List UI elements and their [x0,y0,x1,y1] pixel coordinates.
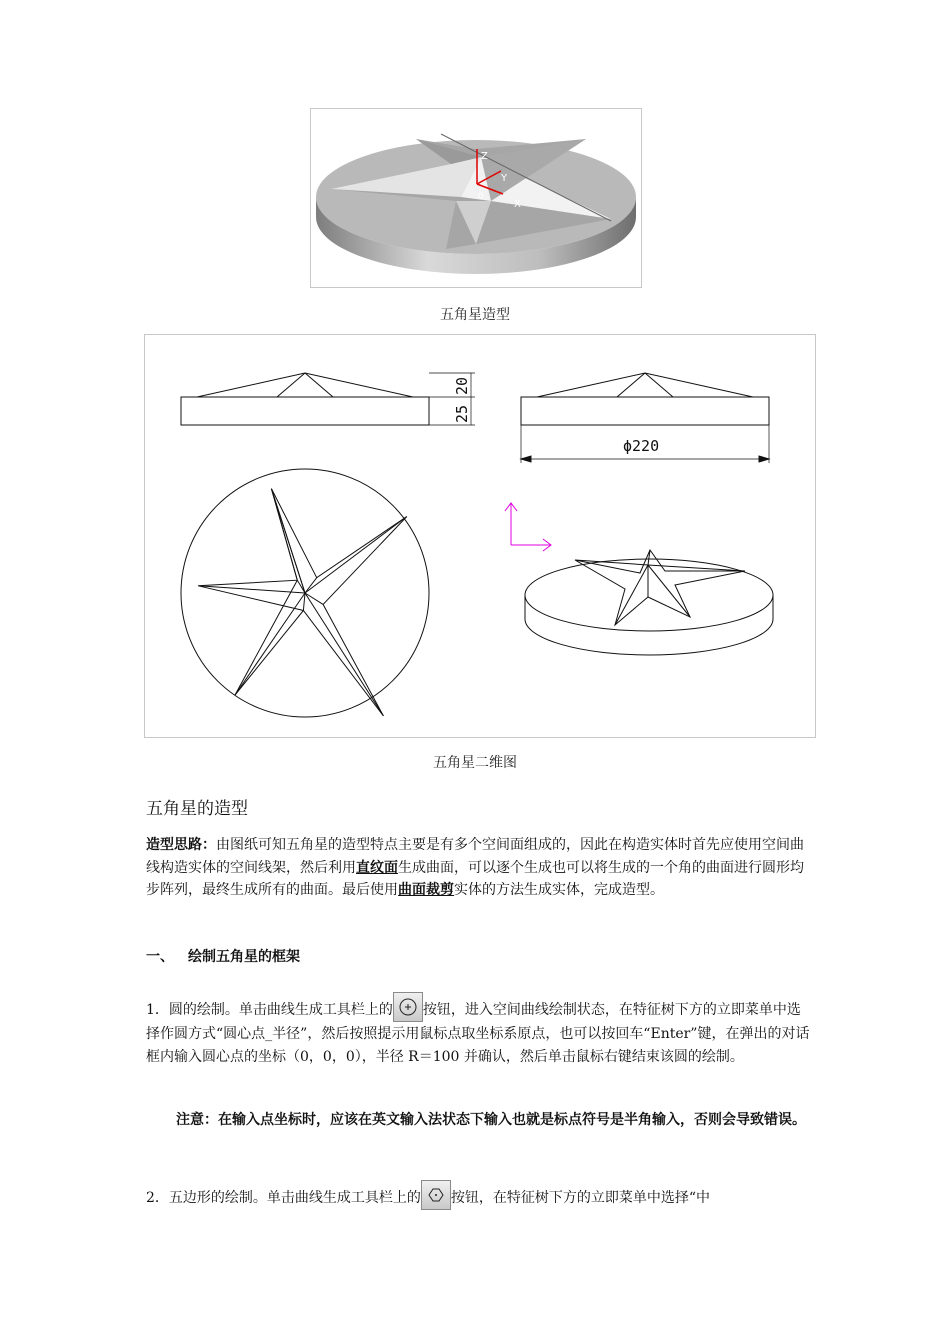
side-view [521,373,769,463]
note-paragraph [146,1106,836,1135]
step1-text-2: 按钮，进入空间曲线绘制状态，在特征树下方的立即菜单中选择作圆方式“圆心点_半径”，然后按照提示用鼠标点取坐标系原点，也可以按回车“Enter”键，在弹出的对话框内输入圆心点的坐标（0，0，0），半径 R＝100 并确认，然后单击鼠标右键结束该圆的绘制。 [146,1002,810,1065]
circle-center-icon [397,996,419,1018]
front-view [181,373,475,425]
star-3d-figure [310,108,642,288]
intro-text-2: 生成曲面，可以逐个生成也可以将生成的一个角的曲面进行圆形均步阵列，最终生成所有的曲面。最后使用 [146,859,804,898]
step1-paragraph [146,992,814,1070]
section-title: 五角星的造型 [146,799,248,819]
intro-paragraph [146,834,814,902]
fig1-caption: 五角星造型 [440,307,510,323]
axis-label-y: Y [501,173,508,184]
dim-20: 20 [453,376,471,395]
polygon-icon [425,1184,447,1206]
polygon-tool-button[interactable] [421,1180,451,1210]
star-2d-drawing [144,334,816,738]
axis-label-x: X [514,199,521,210]
step2-text-2: 按钮，在特征树下方的立即菜单中选择“中 [450,1190,711,1206]
intro-text-1: 由图纸可知五角星的造型特点主要是有多个空间面组成的，因此在构造实体时首先应使用空间曲线构造实体的空间线架，然后利用 [146,837,804,876]
step-title: 绘制五角星的框架 [188,949,300,965]
dim-25: 25 [453,404,471,423]
axis-label-z: Z [481,151,488,162]
step2-text-1: 2．五边形的绘制。单击曲线生成工具栏上的 [146,1190,421,1206]
step2-paragraph [146,1180,814,1210]
step-header [146,946,300,966]
link-ruled-surface[interactable]: 直纹面 [356,859,398,876]
note-text: 注意：在输入点坐标时，应该在英文输入法状态下输入也就是标点符号是半角输入，否则会导致错误。 [176,1112,806,1128]
iso-view [525,550,773,655]
dim-diameter: ϕ220 [623,437,660,455]
axis-label-o: 0 [478,192,484,202]
step1-text-1: 1．圆的绘制。单击曲线生成工具栏上的 [146,1002,393,1018]
drawing-svg [145,335,815,737]
intro-lead: 造型思路： [146,837,216,853]
star-3d-render [311,109,641,287]
fig2-caption: 五角星二维图 [433,755,517,771]
link-surface-trim[interactable]: 曲面裁剪 [398,882,454,898]
top-view [181,469,429,717]
intro-text-3: 实体的方法生成实体，完成造型。 [454,882,664,898]
axes-arrows [505,503,551,551]
step-number: 一、 [146,949,174,965]
circle-tool-button[interactable] [393,992,423,1022]
